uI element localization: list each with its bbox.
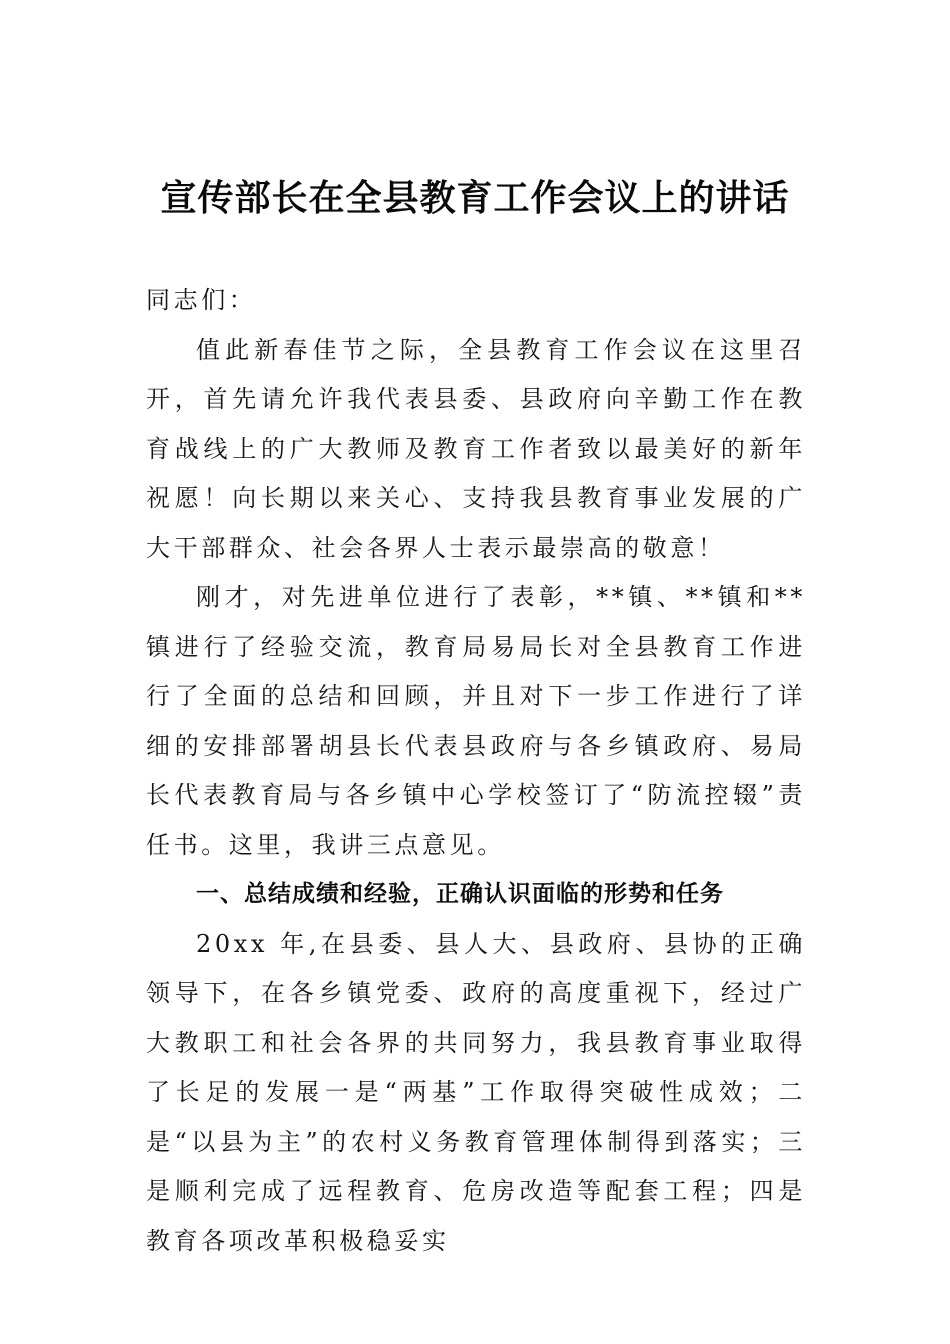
document-body — [146, 276, 806, 1266]
paragraph-review: 刚才，对先进单位进行了表彰，**镇、**镇和**镇进行了经验交流，教育局易局长对全县教育工作进行了全面的总结和回顾，并且对下一步工作进行了详细的安排部署胡县长代表县政府与各乡镇政府、易局长代表教育局与各乡镇中心学校签订了“防流控辍”责任书。这里，我讲三点意见。 — [146, 583, 806, 859]
paragraph-opening: 值此新春佳节之际，全县教育工作会议在这里召开，首先请允许我代表县委、县政府向辛勤工作在教育战线上的广大教师及教育工作者致以最美好的新年祝愿！向长期以来关心、支持我县教育事业发展的广大干部群众、社会各界人士表示最崇高的敬意！ — [146, 335, 806, 562]
salutation: 同志们： — [146, 286, 257, 314]
section-heading-1: 一、总结成绩和经验，正确认识面临的形势和任务 — [196, 881, 724, 907]
document-title: 宣传部长在全县教育工作会议上的讲话 — [160, 177, 790, 219]
paragraph-achievements: 20xx 年,在县委、县人大、县政府、县协的正确领导下，在各乡镇党委、政府的高度重视下，经过广大教职工和社会各界的共同努力，我县教育事业取得了长足的发展一是“两基”工作取得突破性成效；二是“以县为主”的农村义务教育管理体制得到落实；三是顺利完成了远程教育、危房改造等配套工程；四是教育各项改革积极稳妥实 — [146, 929, 806, 1255]
